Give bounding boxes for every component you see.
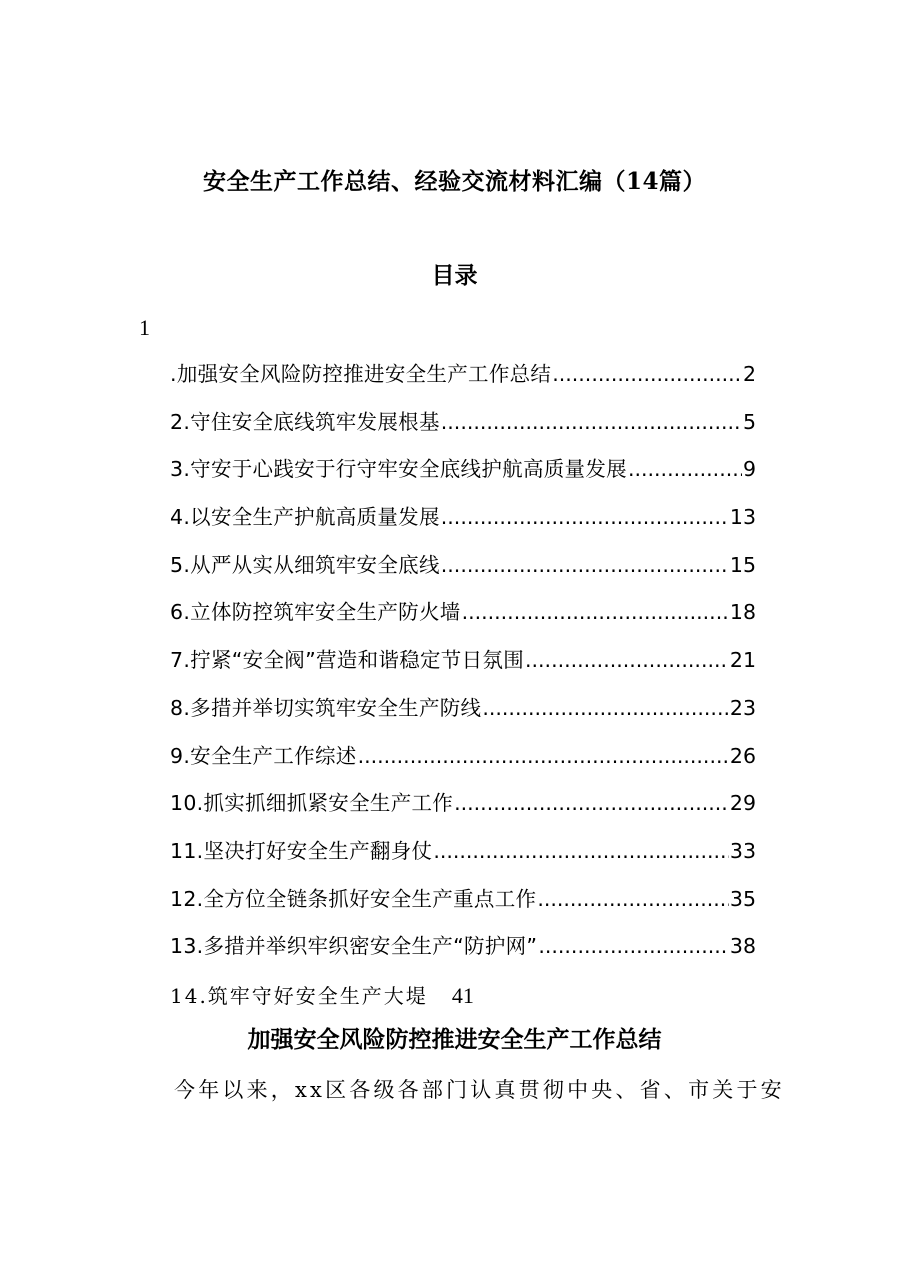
toc-entry[interactable] <box>170 883 756 931</box>
toc-dot-leader <box>441 406 742 438</box>
toc-entry-page: 2 <box>742 362 756 386</box>
toc-entry[interactable] <box>170 835 756 883</box>
toc-entry-title: 11.坚决打好安全生产翻身仗 <box>170 838 433 863</box>
toc-dot-leader <box>454 787 729 819</box>
toc-entry-title: 8.多措并举切实筑牢安全生产防线 <box>170 695 482 720</box>
toc-entry[interactable] <box>170 692 756 740</box>
toc-entry-title: 9.安全生产工作综述 <box>170 743 357 768</box>
toc-entry[interactable] <box>170 787 756 835</box>
toc-entry-page: 21 <box>729 648 756 673</box>
toc-entry-title: 2.守住安全底线筑牢发展根基 <box>170 409 440 434</box>
document-title: 安全生产工作总结、经验交流材料汇编（14篇） <box>202 168 706 195</box>
toc-entry-title: 13.多措并举织牢织密安全生产“防护网” <box>170 934 538 959</box>
toc-entry[interactable] <box>170 358 756 406</box>
toc-entry-title: 4.以安全生产护航高质量发展 <box>170 505 440 530</box>
toc-dot-leader <box>482 692 729 724</box>
section-title: 加强安全风险防控推进安全生产工作总结 <box>247 1026 662 1053</box>
toc-entry-title: .加强安全风险防控推进安全生产工作总结 <box>170 362 552 386</box>
toc-dot-leader <box>462 596 729 628</box>
toc-entry-page: 41 <box>451 983 474 1008</box>
toc-entry-title: 6.立体防控筑牢安全生产防火墙 <box>170 600 461 625</box>
toc-dot-leader <box>538 930 729 962</box>
toc-dot-leader <box>552 358 742 390</box>
toc-dot-leader <box>358 740 729 772</box>
toc-entry-page: 33 <box>729 838 756 863</box>
toc-entry[interactable] <box>170 406 756 454</box>
toc-entry-title: 5.从严从实从细筑牢安全底线 <box>170 552 440 577</box>
body-paragraph: 今年以来，xx区各级各部门认真贯彻中央、省、市关于安 <box>174 1078 785 1102</box>
toc-dot-leader <box>441 501 729 533</box>
toc-dot-leader <box>525 644 729 676</box>
toc-entry[interactable] <box>170 930 756 978</box>
toc-entry[interactable] <box>170 453 756 501</box>
toc-entry-page: 29 <box>729 791 756 816</box>
toc-entry[interactable] <box>170 740 756 788</box>
toc-entry-page: 38 <box>729 934 756 959</box>
toc-entry-title: 3.守安于心践安于行守牢安全底线护航高质量发展 <box>170 457 627 482</box>
toc-entry[interactable] <box>170 501 756 549</box>
toc-entry-page: 5 <box>742 409 756 434</box>
toc-entry-page: 26 <box>729 743 756 768</box>
toc-entry-page: 15 <box>729 552 756 577</box>
toc-heading: 目录 <box>431 262 478 289</box>
toc-entry-page: 9 <box>742 457 756 482</box>
toc-entry-page: 23 <box>729 695 756 720</box>
toc-entry-page: 18 <box>729 600 756 625</box>
toc-entry[interactable] <box>170 644 756 692</box>
table-of-contents <box>170 358 756 978</box>
toc-dot-leader <box>433 835 729 867</box>
toc-entry-page: 35 <box>729 886 756 911</box>
toc-entry-title: 14.筑牢守好安全生产大堤 <box>170 984 428 1008</box>
toc-dot-leader <box>441 549 729 581</box>
toc-entry-title: 10.抓实抓细抓紧安全生产工作 <box>170 791 454 816</box>
toc-entry[interactable] <box>170 596 756 644</box>
toc-dot-leader <box>628 453 742 485</box>
toc-entry[interactable] <box>170 549 756 597</box>
toc-dot-leader <box>537 883 729 915</box>
toc-entry-title: 12.全方位全链条抓好安全生产重点工作 <box>170 886 537 911</box>
stray-list-number: 1 <box>139 315 150 340</box>
toc-entry-page: 13 <box>729 505 756 530</box>
toc-entry-last[interactable] <box>170 980 474 1012</box>
toc-entry-title: 7.拧紧“安全阀”营造和谐稳定节日氛围 <box>170 648 524 673</box>
